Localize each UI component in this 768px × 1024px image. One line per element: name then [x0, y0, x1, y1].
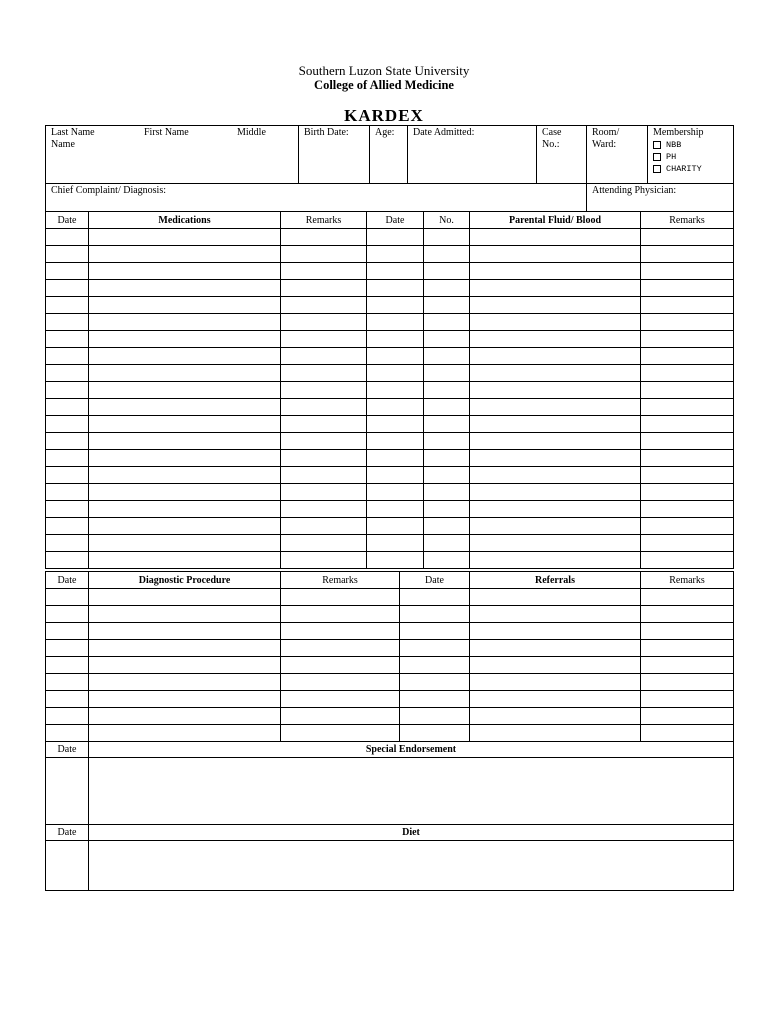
attending-physician-cell[interactable] [587, 184, 734, 212]
table-cell[interactable] [470, 433, 641, 450]
table-cell[interactable] [367, 246, 424, 263]
table-cell[interactable] [470, 382, 641, 399]
table-cell[interactable] [470, 450, 641, 467]
table-cell[interactable] [641, 229, 734, 246]
table-cell[interactable] [641, 674, 734, 691]
checkbox-icon[interactable] [653, 141, 661, 149]
table-cell[interactable] [281, 348, 367, 365]
table-cell[interactable] [46, 535, 89, 552]
table-cell[interactable] [46, 640, 89, 657]
table-cell[interactable] [367, 518, 424, 535]
table-cell[interactable] [46, 297, 89, 314]
table-cell[interactable] [367, 552, 424, 569]
table-cell[interactable] [89, 674, 281, 691]
table-row [46, 229, 734, 246]
table-cell[interactable] [641, 606, 734, 623]
attending-physician-label: Attending Physician: [592, 185, 677, 196]
table-cell[interactable] [424, 450, 470, 467]
table-cell[interactable] [367, 365, 424, 382]
endorsement-date-cell[interactable] [46, 758, 89, 825]
table-cell[interactable] [424, 535, 470, 552]
table-cell[interactable] [367, 501, 424, 518]
middle-name-label: Middle [237, 127, 266, 138]
table-cell[interactable] [89, 484, 281, 501]
table-cell[interactable] [470, 552, 641, 569]
table-cell[interactable] [424, 297, 470, 314]
table-cell[interactable] [46, 433, 89, 450]
table-cell[interactable] [367, 297, 424, 314]
medications-header: Medications [89, 212, 281, 229]
table-cell[interactable] [46, 229, 89, 246]
fluid-date-header: Date [367, 212, 424, 229]
name-label: Name [51, 139, 75, 150]
table-cell[interactable] [281, 640, 400, 657]
table-cell[interactable] [641, 484, 734, 501]
table-cell[interactable] [281, 382, 367, 399]
table-cell[interactable] [424, 416, 470, 433]
room-ward-cell[interactable] [587, 126, 648, 184]
table-cell[interactable] [281, 691, 400, 708]
table-row [46, 416, 734, 433]
table-cell[interactable] [470, 484, 641, 501]
table-cell[interactable] [89, 246, 281, 263]
table-cell[interactable] [424, 331, 470, 348]
table-cell[interactable] [367, 467, 424, 484]
table-row [46, 708, 734, 725]
table-cell[interactable] [400, 623, 470, 640]
table-cell[interactable] [641, 552, 734, 569]
diet-date-cell[interactable] [46, 841, 89, 891]
diagnostic-table [45, 571, 734, 742]
table-cell[interactable] [424, 229, 470, 246]
med-remarks-header: Remarks [281, 212, 367, 229]
table-cell[interactable] [281, 229, 367, 246]
room-label: Room/ [592, 127, 620, 138]
last-name-label: Last Name [51, 127, 95, 138]
table-cell[interactable] [470, 229, 641, 246]
table-cell[interactable] [641, 640, 734, 657]
table-cell[interactable] [641, 314, 734, 331]
table-cell[interactable] [400, 708, 470, 725]
table-cell[interactable] [470, 535, 641, 552]
table-cell[interactable] [641, 382, 734, 399]
table-cell[interactable] [641, 246, 734, 263]
table-cell[interactable] [424, 348, 470, 365]
chief-complaint-label: Chief Complaint/ Diagnosis: [51, 185, 166, 196]
table-cell[interactable] [470, 674, 641, 691]
table-cell[interactable] [46, 399, 89, 416]
table-row [46, 725, 734, 742]
table-cell[interactable] [89, 365, 281, 382]
table-row [46, 399, 734, 416]
table-cell[interactable] [89, 433, 281, 450]
table-cell[interactable] [470, 297, 641, 314]
table-row [46, 691, 734, 708]
diag-date-header: Date [46, 572, 89, 589]
table-cell[interactable] [281, 535, 367, 552]
table-row [46, 518, 734, 535]
table-cell[interactable] [46, 552, 89, 569]
table-cell[interactable] [641, 280, 734, 297]
table-cell[interactable] [281, 467, 367, 484]
table-cell[interactable] [89, 657, 281, 674]
referral-date-header: Date [400, 572, 470, 589]
membership-option-charity[interactable]: CHARITY [653, 163, 728, 175]
table-cell[interactable] [470, 348, 641, 365]
table-row [46, 433, 734, 450]
table-cell[interactable] [367, 229, 424, 246]
referrals-header: Referrals [470, 572, 641, 589]
table-cell[interactable] [46, 246, 89, 263]
table-cell[interactable] [89, 314, 281, 331]
checkbox-icon[interactable] [653, 153, 661, 161]
endorsement-text-cell[interactable] [89, 758, 734, 825]
table-cell[interactable] [424, 501, 470, 518]
table-cell[interactable] [89, 552, 281, 569]
fluid-no-header: No. [424, 212, 470, 229]
table-cell[interactable] [89, 416, 281, 433]
table-cell[interactable] [424, 263, 470, 280]
table-cell[interactable] [89, 450, 281, 467]
table-cell[interactable] [400, 657, 470, 674]
table-cell[interactable] [641, 433, 734, 450]
table-cell[interactable] [46, 657, 89, 674]
parental-fluid-header: Parental Fluid/ Blood [470, 212, 641, 229]
table-cell[interactable] [470, 640, 641, 657]
table-cell[interactable] [641, 450, 734, 467]
table-cell[interactable] [470, 518, 641, 535]
birth-date-label: Birth Date: [304, 127, 349, 138]
med-date-header: Date [46, 212, 89, 229]
table-cell[interactable] [367, 331, 424, 348]
table-row [46, 589, 734, 606]
membership-option-ph[interactable]: PH [653, 151, 728, 163]
diet-table [45, 824, 734, 891]
table-cell[interactable] [89, 399, 281, 416]
table-cell[interactable] [281, 331, 367, 348]
patient-info-table [45, 125, 734, 212]
table-row [46, 331, 734, 348]
table-cell[interactable] [89, 467, 281, 484]
table-cell[interactable] [400, 725, 470, 742]
table-cell[interactable] [89, 589, 281, 606]
table-cell[interactable] [281, 416, 367, 433]
membership-option-nbb[interactable]: NBB [653, 139, 728, 151]
table-cell[interactable] [281, 589, 400, 606]
medications-table [45, 211, 734, 569]
table-cell[interactable] [281, 623, 400, 640]
table-cell[interactable] [46, 691, 89, 708]
table-row [46, 484, 734, 501]
table-cell[interactable] [46, 450, 89, 467]
table-cell[interactable] [470, 416, 641, 433]
table-cell[interactable] [470, 263, 641, 280]
table-cell[interactable] [641, 263, 734, 280]
table-cell[interactable] [46, 365, 89, 382]
table-cell[interactable] [641, 501, 734, 518]
table-cell[interactable] [367, 314, 424, 331]
diet-date-header: Date [46, 825, 89, 841]
diag-remarks-header: Remarks [281, 572, 400, 589]
table-row [46, 657, 734, 674]
table-cell[interactable] [46, 623, 89, 640]
table-cell[interactable] [46, 263, 89, 280]
table-cell[interactable] [89, 691, 281, 708]
diet-text-cell[interactable] [89, 841, 734, 891]
table-cell[interactable] [400, 589, 470, 606]
table-cell[interactable] [400, 691, 470, 708]
table-cell[interactable] [89, 331, 281, 348]
table-row [46, 297, 734, 314]
table-cell[interactable] [367, 399, 424, 416]
table-row [46, 467, 734, 484]
table-cell[interactable] [424, 433, 470, 450]
form-title: KARDEX [344, 106, 424, 125]
table-cell[interactable] [641, 535, 734, 552]
university-name: Southern Luzon State University [298, 63, 470, 78]
table-cell[interactable] [89, 229, 281, 246]
table-cell[interactable] [470, 399, 641, 416]
table-cell[interactable] [281, 365, 367, 382]
table-cell[interactable] [46, 589, 89, 606]
table-row [46, 623, 734, 640]
case-no-label: No.: [542, 139, 560, 150]
table-cell[interactable] [424, 518, 470, 535]
table-cell[interactable] [470, 246, 641, 263]
table-cell[interactable] [281, 657, 400, 674]
table-row [46, 263, 734, 280]
table-cell[interactable] [641, 467, 734, 484]
table-cell[interactable] [470, 725, 641, 742]
diet-header: Diet [89, 825, 734, 841]
table-cell[interactable] [641, 691, 734, 708]
table-cell[interactable] [281, 674, 400, 691]
table-cell[interactable] [46, 467, 89, 484]
diagnostic-procedure-header: Diagnostic Procedure [89, 572, 281, 589]
table-cell[interactable] [641, 297, 734, 314]
table-cell[interactable] [367, 348, 424, 365]
referral-remarks-header: Remarks [641, 572, 734, 589]
table-cell[interactable] [400, 674, 470, 691]
table-cell[interactable] [424, 246, 470, 263]
table-cell[interactable] [641, 518, 734, 535]
table-cell[interactable] [641, 657, 734, 674]
table-cell[interactable] [470, 623, 641, 640]
ward-label: Ward: [592, 139, 617, 150]
table-cell[interactable] [641, 708, 734, 725]
table-cell[interactable] [470, 280, 641, 297]
table-row [46, 606, 734, 623]
table-cell[interactable] [367, 416, 424, 433]
table-row [46, 314, 734, 331]
table-cell[interactable] [89, 501, 281, 518]
table-cell[interactable] [89, 708, 281, 725]
case-label: Case [542, 127, 562, 138]
table-cell[interactable] [470, 501, 641, 518]
table-cell[interactable] [89, 606, 281, 623]
table-row [46, 450, 734, 467]
college-name: College of Allied Medicine [314, 78, 454, 92]
table-cell[interactable] [46, 484, 89, 501]
table-cell[interactable] [281, 725, 400, 742]
table-cell[interactable] [89, 348, 281, 365]
table-cell[interactable] [46, 280, 89, 297]
table-row [46, 640, 734, 657]
table-cell[interactable] [424, 484, 470, 501]
table-cell[interactable] [400, 606, 470, 623]
case-no-cell[interactable] [537, 126, 587, 184]
special-endorsement-header: Special Endorsement [89, 742, 734, 758]
table-cell[interactable] [424, 365, 470, 382]
table-cell[interactable] [424, 280, 470, 297]
first-name-label: First Name [144, 127, 189, 138]
table-cell[interactable] [641, 348, 734, 365]
table-row [46, 365, 734, 382]
table-cell[interactable] [424, 399, 470, 416]
table-cell[interactable] [424, 552, 470, 569]
checkbox-icon[interactable] [653, 165, 661, 173]
table-cell[interactable] [281, 314, 367, 331]
patient-name-cell[interactable] [46, 126, 299, 184]
endorsement-date-header: Date [46, 742, 89, 758]
table-cell[interactable] [281, 450, 367, 467]
table-cell[interactable] [470, 708, 641, 725]
table-cell[interactable] [46, 348, 89, 365]
table-cell[interactable] [46, 382, 89, 399]
date-admitted-cell[interactable] [408, 126, 537, 184]
table-cell[interactable] [424, 382, 470, 399]
table-cell[interactable] [46, 606, 89, 623]
table-cell[interactable] [281, 484, 367, 501]
table-cell[interactable] [470, 606, 641, 623]
table-cell[interactable] [641, 589, 734, 606]
table-cell[interactable] [367, 535, 424, 552]
table-cell[interactable] [281, 606, 400, 623]
chief-complaint-cell[interactable] [46, 184, 587, 212]
table-cell[interactable] [46, 674, 89, 691]
table-row [46, 501, 734, 518]
table-cell[interactable] [470, 467, 641, 484]
table-cell[interactable] [470, 657, 641, 674]
birth-date-cell[interactable] [299, 126, 370, 184]
table-cell[interactable] [89, 535, 281, 552]
table-cell[interactable] [281, 297, 367, 314]
table-cell[interactable] [470, 589, 641, 606]
table-cell[interactable] [46, 725, 89, 742]
table-cell[interactable] [46, 331, 89, 348]
table-cell[interactable] [46, 314, 89, 331]
table-row [46, 535, 734, 552]
membership-label: Membership [653, 127, 704, 138]
table-cell[interactable] [281, 708, 400, 725]
table-cell[interactable] [281, 433, 367, 450]
table-row [46, 348, 734, 365]
table-cell[interactable] [367, 433, 424, 450]
table-cell[interactable] [470, 314, 641, 331]
table-cell[interactable] [641, 399, 734, 416]
table-row [46, 382, 734, 399]
table-cell[interactable] [641, 331, 734, 348]
table-row [46, 280, 734, 297]
age-label: Age: [375, 127, 395, 138]
table-cell[interactable] [281, 552, 367, 569]
table-cell[interactable] [46, 708, 89, 725]
table-cell[interactable] [89, 382, 281, 399]
membership-cell [648, 126, 734, 184]
table-cell[interactable] [89, 640, 281, 657]
table-cell[interactable] [470, 331, 641, 348]
table-cell[interactable] [367, 450, 424, 467]
table-cell[interactable] [89, 263, 281, 280]
table-cell[interactable] [367, 382, 424, 399]
table-cell[interactable] [89, 280, 281, 297]
table-cell[interactable] [281, 501, 367, 518]
table-row [46, 246, 734, 263]
table-cell[interactable] [641, 416, 734, 433]
table-row [46, 674, 734, 691]
table-cell[interactable] [281, 263, 367, 280]
table-cell[interactable] [470, 691, 641, 708]
table-cell[interactable] [281, 280, 367, 297]
table-cell[interactable] [424, 467, 470, 484]
table-cell[interactable] [641, 365, 734, 382]
table-cell[interactable] [46, 501, 89, 518]
table-cell[interactable] [424, 314, 470, 331]
table-cell[interactable] [281, 518, 367, 535]
special-endorsement-table [45, 741, 734, 825]
table-cell[interactable] [470, 365, 641, 382]
table-cell[interactable] [89, 623, 281, 640]
table-cell[interactable] [46, 416, 89, 433]
table-cell[interactable] [367, 263, 424, 280]
table-cell[interactable] [367, 280, 424, 297]
table-cell[interactable] [641, 725, 734, 742]
table-cell[interactable] [281, 399, 367, 416]
date-admitted-label: Date Admitted: [413, 127, 475, 138]
table-cell[interactable] [89, 725, 281, 742]
table-cell[interactable] [367, 484, 424, 501]
table-cell[interactable] [46, 518, 89, 535]
fluid-remarks-header: Remarks [641, 212, 734, 229]
table-cell[interactable] [400, 640, 470, 657]
table-cell[interactable] [281, 246, 367, 263]
table-cell[interactable] [641, 623, 734, 640]
age-cell[interactable] [370, 126, 408, 184]
table-cell[interactable] [89, 518, 281, 535]
table-cell[interactable] [89, 297, 281, 314]
table-row [46, 552, 734, 569]
